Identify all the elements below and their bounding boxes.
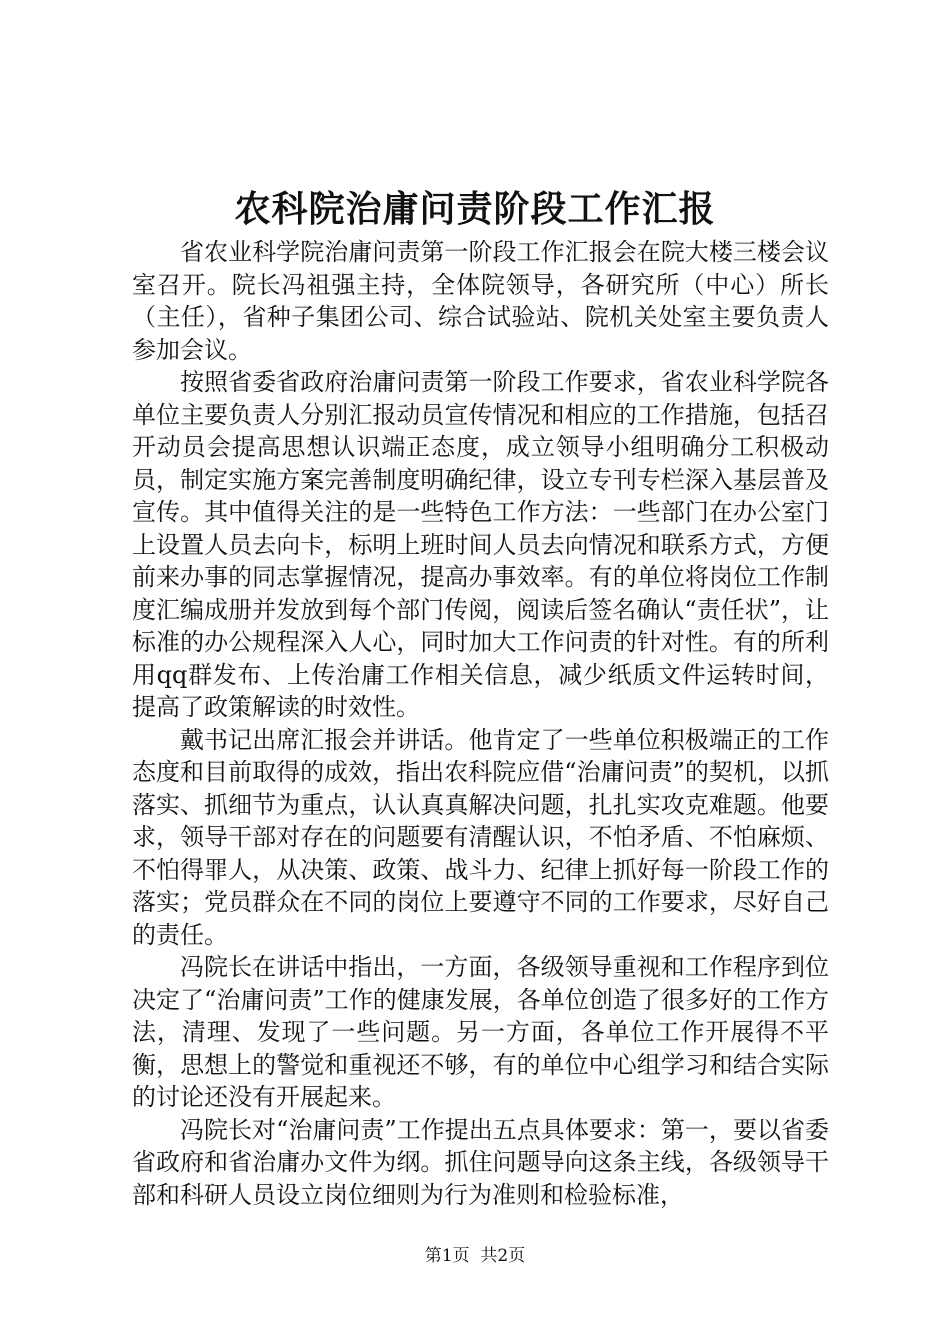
page-number: 第1页 <box>424 1246 470 1266</box>
paragraph-1: 省农业科学院治庸问责第一阶段工作汇报会在院大楼三楼会议室召开。院长冯祖强主持，全体院领导，各研究所（中心）所长（主任），省种子集团公司、综合试验站、院机关处室主要负责人参加会议。 <box>132 238 829 364</box>
document-title: 农科院治庸问责阶段工作汇报 <box>234 188 716 230</box>
paragraph-2: 按照省委省政府治庸问责第一阶段工作要求，省农业科学院各单位主要负责人分别汇报动员宣传情况和相应的工作措施，包括召开动员会提高思想认识端正态度，成立领导小组明确分工积极动员，制定实施方案完善制度明确纪律，设立专刊专栏深入基层普及宣传。其中值得关注的是一些特色工作方法：一些部门在办公室门上设置人员去向卡，标明上班时间人员去向情况和联系方式，方便前来办事的同志掌握情况，提高办事效率。有的单位将岗位工作制度汇编成册并发放到每个部门传阅，阅读后签名确认“责任状”，让标准的办公规程深入人心，同时加大工作问责的针对性。有的所利用qq群发布、上传治庸工作相关信息，减少纸质文件运转时间，提高了政策解读的时效性。 <box>132 368 829 721</box>
paragraph-5: 冯院长对“治庸问责”工作提出五点具体要求：第一，要以省委省政府和省治庸办文件为纲。抓住问题导向这条主线，各级领导干部和科研人员设立岗位细则为行为准则和检验标准， <box>132 1115 829 1209</box>
paragraph-3: 戴书记出席汇报会并讲话。他肯定了一些单位积极端正的工作态度和目前取得的成效，指出农科院应借“治庸问责”的契机，以抓落实、抓细节为重点，认认真真解决问题，扎扎实攻克难题。他要求，领导干部对存在的问题要有清醒认识，不怕矛盾、不怕麻烦、不怕得罪人，从决策、政策、战斗力、纪律上抓好每一阶段工作的落实；党员群众在不同的岗位上要遵守不同的工作要求，尽好自己的责任。 <box>132 725 829 949</box>
page-footer <box>0 1244 950 1268</box>
page-total: 共2页 <box>480 1246 526 1266</box>
document-body <box>132 236 829 1211</box>
footer-spacer <box>470 1246 481 1266</box>
paragraph-4: 冯院长在讲话中指出，一方面，各级领导重视和工作程序到位决定了“治庸问责”工作的健康发展，各单位创造了很多好的工作方法，清理、发现了一些问题。另一方面，各单位工作开展得不平衡，思想上的警觉和重视还不够，有的单位中心组学习和结合实际的讨论还没有开展起来。 <box>132 953 829 1111</box>
